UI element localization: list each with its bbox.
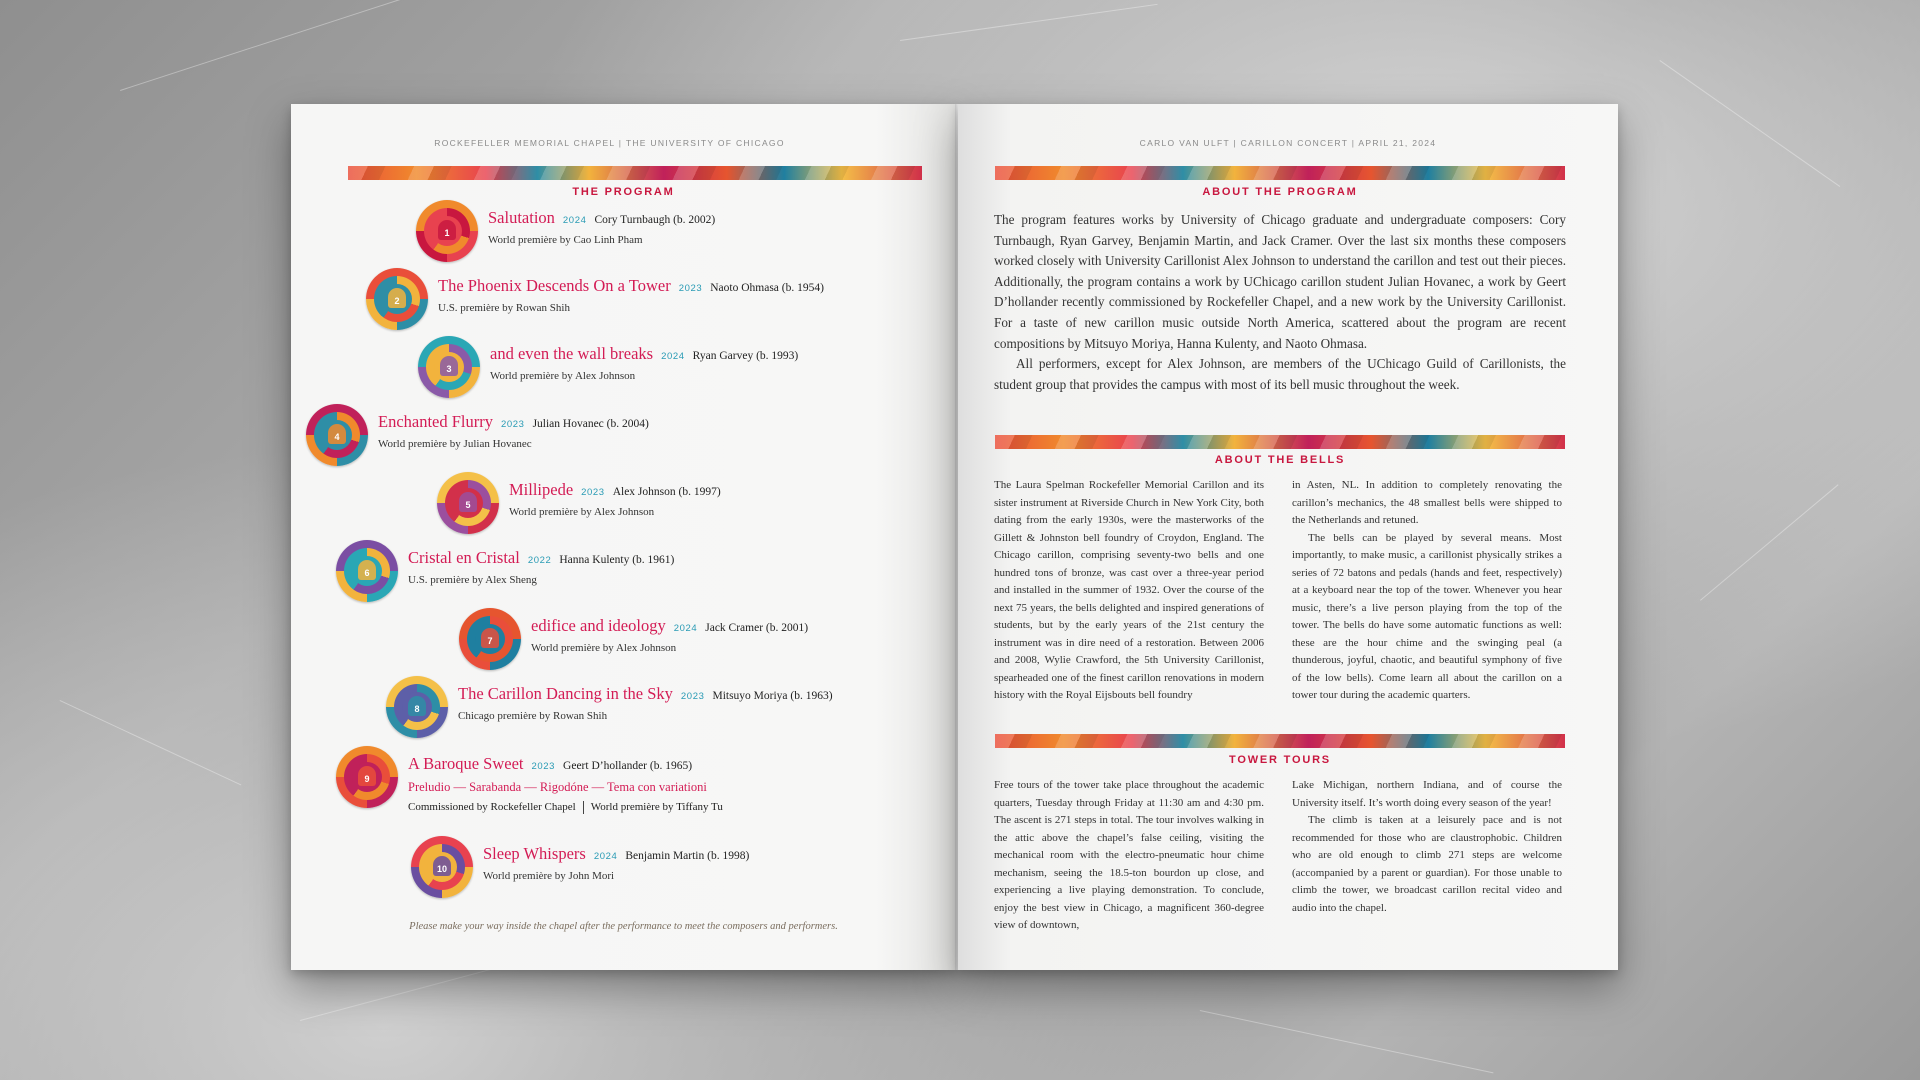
piece-composer: Naoto Ohmasa (b. 1954) — [710, 282, 824, 294]
piece-premiere: World première by Cao Linh Pham — [488, 234, 643, 246]
program-entry-text — [408, 540, 674, 586]
tower-tours-column-1 — [994, 777, 1264, 935]
piece-premiere: Chicago première by Rowan Shih — [458, 710, 608, 722]
decorative-color-band — [995, 734, 1565, 748]
piece-composer: Benjamin Martin (b. 1998) — [625, 850, 750, 862]
piece-title: Salutation — [488, 208, 555, 227]
about-bells-columns — [994, 477, 1562, 705]
divider — [583, 801, 584, 814]
piece-title: Millipede — [509, 480, 574, 499]
piece-year: 2023 — [501, 419, 525, 430]
bell-badge-icon — [336, 540, 398, 602]
piece-number: 2 — [394, 296, 400, 306]
program-entry — [416, 200, 715, 262]
bell-badge-icon — [306, 404, 368, 466]
program-entry-text — [378, 404, 649, 450]
about-program-title: ABOUT THE PROGRAM — [1202, 186, 1358, 198]
program-entry-text — [509, 472, 721, 518]
about-program-paragraph-1: The program features works by University of Chicago graduate and undergraduate composers: Cory Turnbaugh, Ryan Garvey, Benjamin Martin, and Jack Cramer. Over the last six months these composers worked closely with University Carillonist Alex Johnson to understand the carillon and test out their pieces. Additionally, the program contains a work by UChicago carillon student Julian Hovanec, a work by Geert D’hollander recently commissioned by Rockefeller Chapel, and a new work by the University Carillonist. For a taste of new carillon music outside North America, scattered about the program are recent compositions by Mitsuyo Moriya, Hanna Kulenty, and Naoto Ohmasa. — [994, 212, 1566, 351]
piece-title: and even the wall breaks — [490, 344, 654, 363]
tower-tours-paragraph-1: Free tours of the tower take place throughout the academic quarters, Tuesday through Friday at 11:30 am and 4:30 pm. The ascent is 271 steps in total. The tour involves walking in the attic above the chapel’s false ceiling, visiting the mechanical room with the electro-pneumatic hour chime mechanism, seeing the 18.5-ton bourdon up close, and experiencing a live playing demonstration. To conclude, enjoy the best view in Chicago, a magnificent 360-degree view of downtown, — [994, 779, 1264, 931]
tower-tours-columns — [994, 777, 1562, 935]
piece-premiere: World première by Alex Johnson — [531, 642, 677, 654]
program-entry — [336, 746, 723, 814]
piece-premiere: World première by John Mori — [483, 870, 615, 882]
piece-composer: Hanna Kulenty (b. 1961) — [559, 554, 675, 566]
program-entry — [336, 540, 674, 602]
piece-composer: Ryan Garvey (b. 1993) — [692, 350, 799, 362]
about-bells-title: ABOUT THE BELLS — [1214, 454, 1346, 466]
program-entry-text — [490, 336, 798, 382]
program-footnote: Please make your way inside the chapel after the performance to meet the composers and performers. — [409, 921, 838, 932]
piece-premiere: World première by Alex Johnson — [509, 506, 655, 518]
piece-year: 2024 — [673, 623, 698, 634]
piece-number: 1 — [444, 228, 450, 238]
piece-composer: Mitsuyo Moriya (b. 1963) — [712, 690, 833, 702]
piece-premiere: World première by Alex Johnson — [490, 370, 636, 382]
tower-tours-column-2 — [1292, 777, 1562, 935]
tower-tours-paragraph-3: The climb is taken at a leisurely pace and is not recommended for those who are claustrophobic. Children who are old enough to climb 271 steps are welcome (accompanied by a parent or guardian). For those unable to climb the tower, we broadcast carillon recital video and audio into the chapel. — [1292, 814, 1562, 914]
program-entry-text — [483, 836, 749, 882]
bell-badge-icon — [418, 336, 480, 398]
program-entry-text — [438, 268, 824, 314]
piece-number: 8 — [414, 704, 420, 714]
program-entry-text — [488, 200, 715, 246]
about-program-text — [994, 210, 1566, 395]
piece-commission: Commissioned by Rockefeller Chapel — [408, 801, 576, 814]
program-entry — [411, 836, 749, 898]
piece-title: edifice and ideology — [531, 616, 666, 635]
right-page — [958, 104, 1618, 970]
piece-number: 10 — [436, 864, 447, 874]
decorative-color-band — [995, 435, 1565, 449]
piece-year: 2023 — [531, 761, 556, 772]
bell-badge-icon — [416, 200, 478, 262]
piece-premiere: World première by Tiffany Tu — [590, 801, 723, 814]
bell-badge-icon — [366, 268, 428, 330]
left-running-head: ROCKEFELLER MEMORIAL CHAPEL | THE UNIVERSITY OF CHICAGO — [434, 138, 785, 148]
tower-tours-paragraph-2: Lake Michigan, northern Indiana, and of course the University itself. It’s worth doing every season of the year! — [1292, 779, 1562, 809]
tower-tours-title: TOWER TOURS — [1229, 754, 1331, 766]
bell-badge-icon — [411, 836, 473, 898]
piece-number: 4 — [334, 432, 340, 442]
program-entry-text — [531, 608, 808, 654]
program-entry — [366, 268, 824, 330]
program-entry-text — [408, 746, 723, 814]
decorative-color-band — [348, 166, 922, 180]
piece-year: 2023 — [581, 487, 605, 498]
piece-movements: Preludio — Sarabanda — Rigodóne — Tema con variationi — [408, 780, 707, 794]
about-bells-column-2 — [1292, 477, 1562, 705]
program-entry — [437, 472, 721, 534]
decorative-color-band — [995, 166, 1565, 180]
piece-number: 5 — [465, 500, 471, 510]
program-entry — [386, 676, 833, 738]
bell-badge-icon — [459, 608, 521, 670]
program-section-title: THE PROGRAM — [572, 186, 675, 198]
piece-composer: Geert D’hollander (b. 1965) — [563, 760, 693, 772]
piece-number: 6 — [364, 568, 370, 578]
piece-number: 7 — [487, 636, 493, 646]
piece-year: 2023 — [680, 691, 705, 702]
piece-number: 9 — [364, 774, 370, 784]
bell-badge-icon — [386, 676, 448, 738]
about-bells-paragraph-2: in Asten, NL. In addition to completely renovating the carillon’s mechanics, the 48 smallest bells were shipped to the Netherlands and retuned. — [1292, 479, 1562, 526]
about-bells-column-1 — [994, 477, 1264, 705]
piece-year: 2024 — [562, 215, 587, 226]
piece-title: The Carillon Dancing in the Sky — [458, 684, 673, 703]
piece-title: The Phoenix Descends On a Tower — [438, 276, 671, 295]
piece-year: 2024 — [661, 351, 685, 362]
piece-title: Enchanted Flurry — [378, 412, 494, 431]
piece-composer: Alex Johnson (b. 1997) — [612, 486, 721, 498]
piece-number: 3 — [446, 364, 452, 374]
about-program-paragraph-2: All performers, except for Alex Johnson, are members of the UChicago Guild of Carillonists, the student group that provides the campus with most of its bell music throughout the week. — [994, 356, 1566, 392]
about-bells-paragraph-3: The bells can be played by several means. Most importantly, to make music, a carillonist physically strikes a series of 72 batons and pedals (hands and feet, respectively) at a keyboard near the top of the tower. Whenever you hear music, there’s a live person playing from the top of the tower. The bells do have some automatic functions as well: these are the hour chime and the swinging peal (a thunderous, joyful, chaotic, and beautiful symphony of five of the low bells). Come learn all about the carillon on a tower tour during the academic quarters. — [1292, 531, 1562, 701]
piece-title: Sleep Whispers — [483, 844, 586, 863]
program-entry — [459, 608, 808, 670]
about-bells-paragraph-1: The Laura Spelman Rockefeller Memorial Carillon and its sister instrument at Riverside Church in New York City, both dating from the early 1930s, were the masterworks of the Gillett & Johnston bell foundry of Croydon, England. The Chicago carillon, comprising seventy-two bells and one hundred tons of bronze, was cast over a three-year period and installed in the summer of 1932. Over the course of the next 75 years, the bells delighted and inspired generations of students, but by the early years of the 21st century the instrument was in dire need of a restoration. Between 2006 and 2008, Wylie Crawford, the 5th University Carillonist, spearheaded one of the finest carillon renovations in modern history with the Royal Eijsbouts bell foundry — [994, 479, 1264, 701]
program-entry-text — [458, 676, 833, 722]
bell-badge-icon — [437, 472, 499, 534]
piece-year: 2023 — [678, 283, 703, 294]
right-running-head: CARLO VAN ULFT | CARILLON CONCERT | APRIL 21, 2024 — [1139, 138, 1437, 148]
piece-premiere: U.S. première by Rowan Shih — [438, 302, 570, 314]
piece-year: 2022 — [527, 555, 552, 566]
bell-badge-icon — [336, 746, 398, 808]
program-entry — [418, 336, 798, 398]
piece-title: A Baroque Sweet — [408, 754, 524, 773]
left-page — [291, 104, 956, 970]
piece-composer: Jack Cramer (b. 2001) — [705, 622, 809, 634]
piece-composer: Cory Turnbaugh (b. 2002) — [594, 214, 716, 226]
piece-premiere: U.S. première by Alex Sheng — [408, 574, 537, 586]
piece-composer: Julian Hovanec (b. 2004) — [532, 418, 649, 430]
program-entry — [306, 404, 649, 466]
piece-premiere: World première by Julian Hovanec — [378, 438, 532, 450]
piece-title: Cristal en Cristal — [408, 548, 520, 567]
piece-year: 2024 — [593, 851, 618, 862]
